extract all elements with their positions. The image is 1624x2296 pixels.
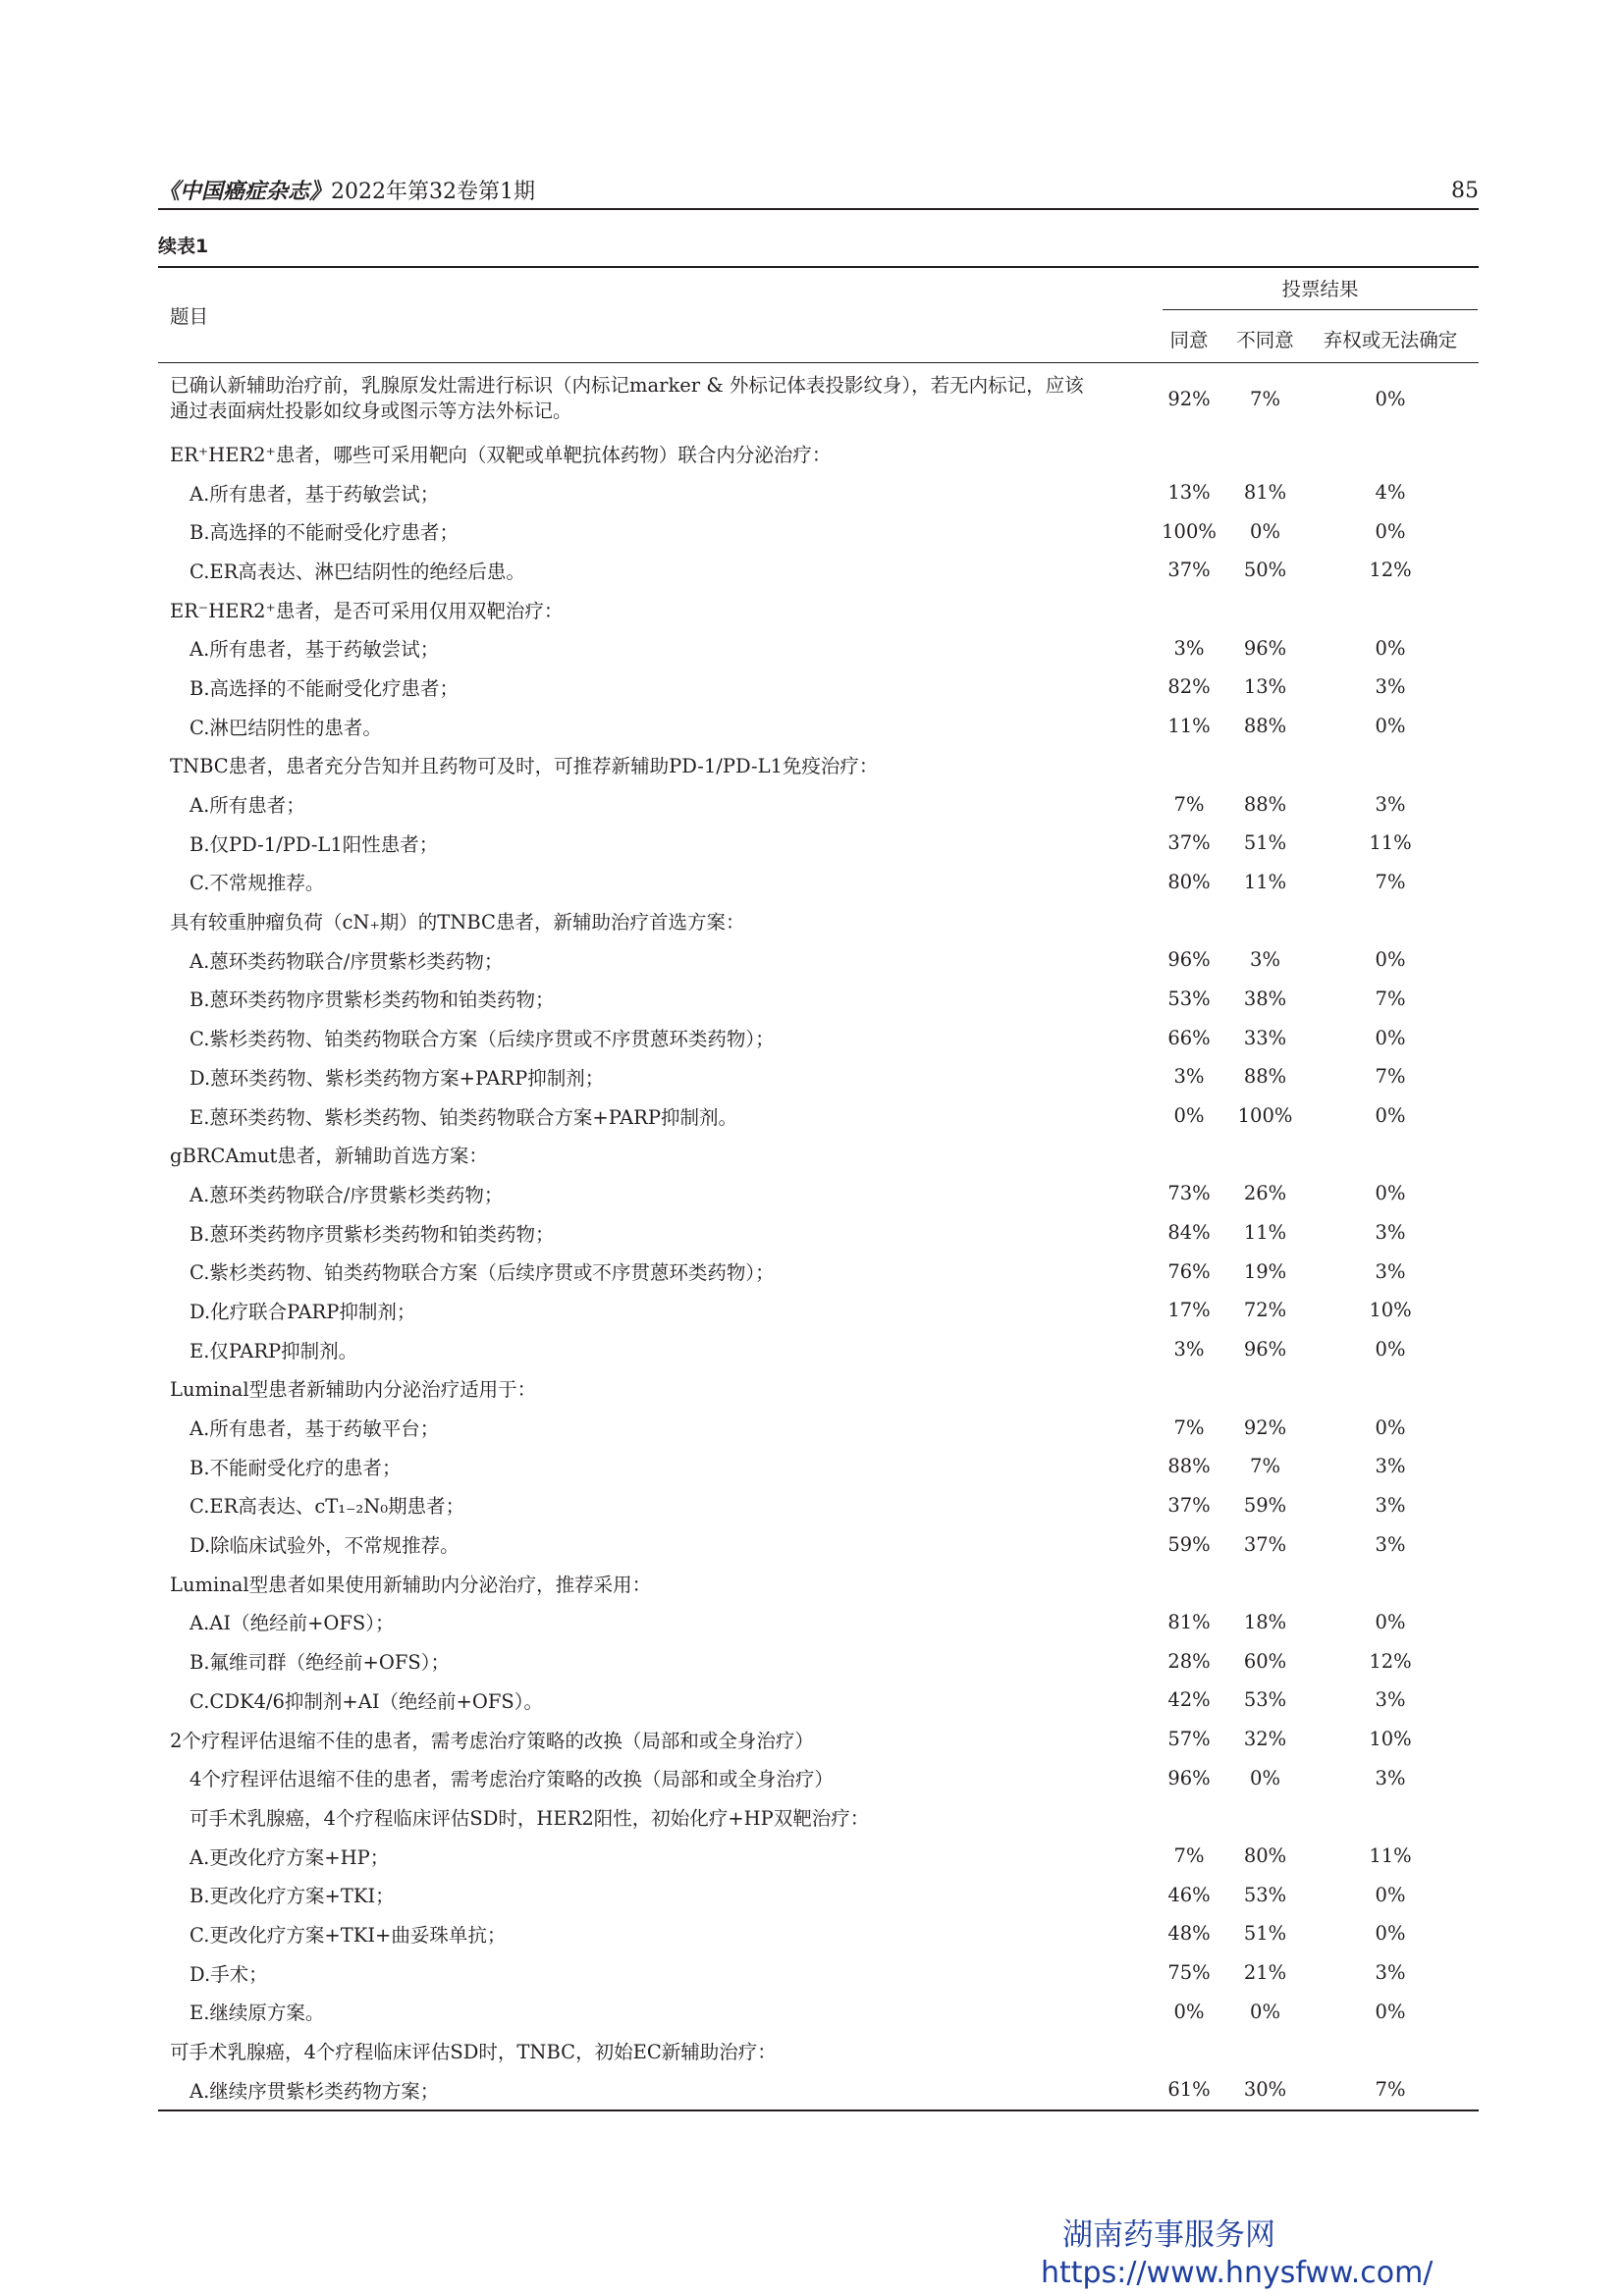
table-row — [158, 434, 1479, 473]
abstain-cell: 0% — [1375, 948, 1406, 972]
question-cell: B.不能耐受化疗的患者； — [189, 1456, 402, 1479]
watermark-name: 湖南药事服务网 — [1062, 2217, 1275, 2253]
agree-cell: 66% — [1167, 1026, 1211, 1049]
question-cell: D.除临床试验外，不常规推荐。 — [189, 1534, 460, 1558]
disagree-cell: 59% — [1243, 1493, 1287, 1517]
table-row — [158, 2031, 1479, 2070]
agree-cell — [1150, 434, 1228, 473]
table-body — [158, 363, 1479, 2110]
question-cell: A.蒽环类药物联合/序贯紫杉类药物； — [189, 1183, 504, 1206]
question-cell: A.AI（绝经前+OFS）； — [189, 1612, 395, 1635]
vote-results-table — [158, 266, 1479, 2111]
disagree-cell: 3% — [1250, 948, 1280, 972]
question-cell: A.所有患者，基于药敏平台； — [189, 1417, 440, 1441]
question-cell: gBRCAmut患者，新辅助首选方案： — [170, 1145, 488, 1168]
agree-cell: 53% — [1167, 987, 1211, 1010]
agree-cell: 3% — [1173, 1338, 1205, 1362]
abstain-cell: 3% — [1375, 1259, 1406, 1283]
question-cell: A.继续序贯紫杉类药物方案； — [158, 2070, 1150, 2110]
question-cell: A.蒽环类药物联合/序贯紫杉类药物； — [189, 949, 504, 973]
question-cell: A.更改化疗方案+HP； — [189, 1845, 390, 1869]
disagree-cell: 0% — [1250, 519, 1280, 543]
table-row — [158, 1641, 1479, 1681]
abstain-cell: 7% — [1375, 870, 1406, 893]
disagree-cell: 72% — [1243, 1299, 1287, 1322]
abstain-cell: 0% — [1375, 1415, 1406, 1439]
table-row — [158, 901, 1479, 940]
abstain-cell: 7% — [1375, 987, 1406, 1010]
disagree-cell: 11% — [1243, 870, 1287, 893]
disagree-cell — [1228, 590, 1302, 629]
question-cell: D.化疗联合PARP抑制剂； — [189, 1300, 416, 1323]
disagree-cell: 0% — [1250, 1766, 1280, 1789]
abstain-cell: 7% — [1375, 1065, 1406, 1089]
agree-cell: 84% — [1167, 1221, 1211, 1245]
abstain-cell — [1302, 901, 1479, 940]
disagree-cell: 37% — [1243, 1532, 1287, 1556]
table-header — [158, 267, 1479, 363]
abstain-cell: 0% — [1375, 1182, 1406, 1205]
table-row — [158, 1213, 1479, 1253]
abstain-cell: 0% — [1375, 387, 1406, 410]
table-row — [158, 1408, 1479, 1447]
disagree-cell — [1228, 1135, 1302, 1174]
agree-cell: 7% — [1173, 792, 1205, 816]
question-cell: 可手术乳腺癌，4个疗程临床评估SD时，HER2阳性，初始化疗+HP双靶治疗： — [189, 1806, 870, 1830]
agree-cell: 48% — [1167, 1922, 1211, 1946]
disagree-cell: 96% — [1243, 636, 1287, 660]
table-row — [158, 473, 1479, 512]
agree-cell — [1150, 1369, 1228, 1409]
agree-cell: 0% — [1173, 1104, 1205, 1128]
table-row — [158, 784, 1479, 824]
agree-cell: 7% — [1173, 1415, 1205, 1439]
question-cell: 已确认新辅助治疗前，乳腺原发灶需进行标识（内标记marker & 外标记体表投影纹身），若无内标记，应该通过表面病灶投影如纹身或图示等方法外标记。 — [170, 374, 1084, 422]
agree-cell: 37% — [1167, 1493, 1211, 1517]
abstain-cell — [1302, 1797, 1479, 1837]
agree-cell: 17% — [1167, 1299, 1211, 1322]
abstain-cell: 3% — [1375, 1688, 1406, 1712]
question-cell: C.更改化疗方案+TKI+曲妥珠单抗； — [189, 1923, 507, 1947]
agree-cell — [1150, 2031, 1228, 2070]
table-row — [158, 1603, 1479, 1642]
agree-cell: 59% — [1167, 1532, 1211, 1556]
column-header-abstain: 弃权或无法确定 — [1302, 315, 1479, 363]
agree-cell: 75% — [1167, 1961, 1211, 1985]
question-cell: ER⁻HER2⁺患者，是否可采用仅用双靶治疗： — [170, 599, 564, 622]
disagree-cell: 32% — [1243, 1728, 1287, 1751]
column-header-question: 题目 — [158, 267, 1150, 363]
abstain-cell — [1302, 746, 1479, 785]
disagree-cell: 33% — [1243, 1026, 1287, 1049]
abstain-cell: 3% — [1375, 1961, 1406, 1985]
table-row — [158, 940, 1479, 980]
agree-cell — [1150, 1135, 1228, 1174]
table-row — [158, 1720, 1479, 1759]
table-row — [158, 1524, 1479, 1564]
agree-cell: 61% — [1150, 2070, 1228, 2110]
question-cell: 具有较重肿瘤负荷（cN₊期）的TNBC患者，新辅助治疗首选方案： — [170, 911, 745, 934]
abstain-cell: 0% — [1375, 519, 1406, 543]
question-cell: E.继续原方案。 — [189, 2002, 325, 2025]
table-row — [158, 590, 1479, 629]
question-cell: 可手术乳腺癌，4个疗程临床评估SD时，TNBC，初始EC新辅助治疗： — [170, 2041, 777, 2064]
agree-cell — [1150, 1564, 1228, 1603]
watermark-url[interactable]: https://www.hnysfww.com/ — [1041, 2256, 1434, 2290]
agree-cell: 42% — [1167, 1688, 1211, 1712]
abstain-cell: 0% — [1375, 715, 1406, 738]
abstain-cell: 0% — [1375, 1338, 1406, 1362]
abstain-cell: 3% — [1375, 792, 1406, 816]
disagree-cell: 21% — [1243, 1961, 1287, 1985]
agree-cell: 82% — [1167, 675, 1211, 699]
question-cell: C.紫杉类药物、铂类药物联合方案（后续序贯或不序贯蒽环类药物）； — [189, 1028, 775, 1051]
column-header-agree: 同意 — [1150, 315, 1228, 363]
table-row — [158, 1096, 1479, 1136]
disagree-cell: 7% — [1250, 387, 1280, 410]
question-cell: B.高选择的不能耐受化疗患者； — [189, 521, 460, 545]
abstain-cell: 10% — [1369, 1299, 1412, 1322]
question-cell: E.仅PARP抑制剂。 — [189, 1339, 358, 1362]
vote-results-label: 投票结果 — [1163, 274, 1478, 310]
agree-cell: 7% — [1173, 1844, 1205, 1868]
disagree-cell: 18% — [1243, 1610, 1287, 1633]
question-cell: D.蒽环类药物、紫杉类药物方案+PARP抑制剂； — [189, 1066, 605, 1090]
disagree-cell: 81% — [1243, 481, 1287, 505]
question-cell: E.蒽环类药物、紫杉类药物、铂类药物联合方案+PARP抑制剂。 — [189, 1105, 737, 1129]
abstain-cell: 0% — [1375, 1883, 1406, 1906]
abstain-cell: 12% — [1369, 1649, 1412, 1673]
question-cell: B.更改化疗方案+TKI； — [189, 1885, 395, 1908]
disagree-cell: 30% — [1228, 2070, 1302, 2110]
question-cell: C.紫杉类药物、铂类药物联合方案（后续序贯或不序贯蒽环类药物）； — [189, 1261, 775, 1285]
agree-cell: 92% — [1167, 387, 1211, 410]
question-cell: Luminal型患者如果使用新辅助内分泌治疗，推荐采用： — [170, 1573, 652, 1596]
abstain-cell — [1302, 1369, 1479, 1409]
question-cell: B.高选择的不能耐受化疗患者； — [189, 676, 460, 700]
question-cell: C.ER高表达、淋巴结阴性的绝经后患。 — [189, 560, 525, 583]
disagree-cell — [1228, 901, 1302, 940]
disagree-cell: 0% — [1250, 2000, 1280, 2023]
abstain-cell: 3% — [1375, 675, 1406, 699]
table-row — [158, 1486, 1479, 1525]
disagree-cell: 60% — [1243, 1649, 1287, 1673]
question-cell: B.仅PD-1/PD-L1阳性患者； — [189, 832, 439, 856]
table-row — [158, 363, 1479, 435]
journal-name: 《中国癌症杂志》 — [158, 179, 332, 204]
question-cell: B.氟维司群（绝经前+OFS）； — [189, 1651, 450, 1675]
question-cell: B.蒽环类药物序贯紫杉类药物和铂类药物； — [189, 988, 555, 1012]
question-cell: A.所有患者，基于药敏尝试； — [189, 638, 440, 662]
table-row — [158, 1291, 1479, 1330]
agree-cell: 73% — [1167, 1182, 1211, 1205]
abstain-cell: 11% — [1369, 831, 1412, 855]
disagree-cell — [1228, 434, 1302, 473]
disagree-cell — [1228, 746, 1302, 785]
table-row — [158, 628, 1479, 667]
abstain-cell: 0% — [1375, 1104, 1406, 1128]
question-cell: A.所有患者； — [189, 794, 305, 818]
abstain-cell: 3% — [1375, 1766, 1406, 1789]
disagree-cell: 51% — [1243, 831, 1287, 855]
abstain-cell — [1302, 2031, 1479, 2070]
agree-cell: 37% — [1167, 831, 1211, 855]
journal-title — [158, 175, 535, 209]
table-row — [158, 707, 1479, 746]
question-cell: A.所有患者，基于药敏尝试； — [189, 482, 440, 506]
agree-cell: 88% — [1167, 1455, 1211, 1478]
column-header-disagree: 不同意 — [1228, 315, 1302, 363]
disagree-cell: 38% — [1243, 987, 1287, 1010]
abstain-cell — [1302, 1564, 1479, 1603]
disagree-cell: 51% — [1243, 1922, 1287, 1946]
disagree-cell: 53% — [1243, 1688, 1287, 1712]
agree-cell: 13% — [1167, 481, 1211, 505]
abstain-cell: 3% — [1375, 1532, 1406, 1556]
journal-issue: 2022年第32卷第1期 — [331, 180, 535, 204]
agree-cell — [1150, 590, 1228, 629]
question-cell: C.ER高表达、cT₁₋₂N₀期患者； — [189, 1495, 465, 1519]
disagree-cell: 88% — [1243, 715, 1287, 738]
abstain-cell: 11% — [1369, 1844, 1412, 1868]
abstain-cell: 7% — [1302, 2070, 1479, 2110]
journal-header — [158, 175, 1479, 210]
disagree-cell: 80% — [1243, 1844, 1287, 1868]
table-row — [158, 1018, 1479, 1057]
question-cell: Luminal型患者新辅助内分泌治疗适用于： — [170, 1378, 537, 1402]
agree-cell: 28% — [1167, 1649, 1211, 1673]
table-row — [158, 1330, 1479, 1369]
table-label: 续表1 — [158, 236, 209, 257]
table-row — [158, 1797, 1479, 1837]
disagree-cell: 11% — [1243, 1221, 1287, 1245]
agree-cell: 46% — [1167, 1883, 1211, 1906]
table-row — [158, 1135, 1479, 1174]
abstain-cell — [1302, 1135, 1479, 1174]
agree-cell: 81% — [1167, 1610, 1211, 1633]
table-row — [158, 863, 1479, 902]
table-row — [158, 1174, 1479, 1213]
agree-cell: 100% — [1162, 519, 1217, 543]
table-row — [158, 1837, 1479, 1876]
abstain-cell: 12% — [1369, 559, 1412, 582]
disagree-cell — [1228, 1564, 1302, 1603]
watermark — [1041, 2216, 1453, 2292]
disagree-cell: 88% — [1243, 792, 1287, 816]
abstain-cell: 10% — [1369, 1728, 1412, 1751]
disagree-cell: 92% — [1243, 1415, 1287, 1439]
table-row — [158, 746, 1479, 785]
question-cell: 4个疗程评估退缩不佳的患者，需考虑治疗策略的改换（局部和或全身治疗） — [189, 1768, 834, 1791]
table-row — [158, 1875, 1479, 1914]
disagree-cell: 50% — [1243, 559, 1287, 582]
table-row — [158, 1447, 1479, 1486]
question-cell: B.蒽环类药物序贯紫杉类药物和铂类药物； — [189, 1222, 555, 1246]
abstain-cell: 0% — [1375, 1922, 1406, 1946]
abstain-cell — [1302, 590, 1479, 629]
agree-cell: 57% — [1167, 1728, 1211, 1751]
question-cell: C.CDK4/6抑制剂+AI（绝经前+OFS）。 — [189, 1689, 544, 1713]
table-row — [158, 1252, 1479, 1291]
page-number: 85 — [1451, 179, 1479, 203]
agree-cell: 11% — [1167, 715, 1211, 738]
table-row — [158, 980, 1479, 1019]
question-cell: 2个疗程评估退缩不佳的患者，需考虑治疗策略的改换（局部和或全身治疗） — [170, 1729, 814, 1752]
table-row — [158, 1953, 1479, 1993]
table-row — [158, 667, 1479, 707]
question-cell: TNBC患者，患者充分告知并且药物可及时，可推荐新辅助PD-1/PD-L1免疫治疗： — [170, 755, 879, 778]
agree-cell — [1150, 746, 1228, 785]
question-cell: C.不常规推荐。 — [189, 872, 325, 895]
abstain-cell: 3% — [1375, 1221, 1406, 1245]
table-row — [158, 1057, 1479, 1096]
disagree-cell: 26% — [1243, 1182, 1287, 1205]
disagree-cell: 53% — [1243, 1883, 1287, 1906]
table-row — [158, 551, 1479, 590]
question-cell: C.淋巴结阴性的患者。 — [189, 716, 382, 739]
column-group-header — [1150, 267, 1479, 315]
agree-cell: 96% — [1167, 948, 1211, 972]
agree-cell — [1150, 901, 1228, 940]
table-row — [158, 1681, 1479, 1720]
table-row — [158, 1914, 1479, 1953]
disagree-cell: 96% — [1243, 1338, 1287, 1362]
table-row — [158, 511, 1479, 551]
disagree-cell — [1228, 1797, 1302, 1837]
table-row — [158, 824, 1479, 863]
abstain-cell: 3% — [1375, 1455, 1406, 1478]
abstain-cell: 4% — [1375, 481, 1406, 505]
disagree-cell: 13% — [1243, 675, 1287, 699]
table-row — [158, 1369, 1479, 1409]
agree-cell: 96% — [1167, 1766, 1211, 1789]
table-row — [158, 1758, 1479, 1797]
abstain-cell: 0% — [1375, 2000, 1406, 2023]
agree-cell: 76% — [1167, 1259, 1211, 1283]
table-row — [158, 2070, 1479, 2110]
abstain-cell: 0% — [1375, 636, 1406, 660]
agree-cell: 0% — [1173, 2000, 1205, 2023]
agree-cell: 80% — [1167, 870, 1211, 893]
table-row — [158, 1993, 1479, 2032]
abstain-cell: 3% — [1375, 1493, 1406, 1517]
agree-cell: 3% — [1173, 1065, 1205, 1089]
question-cell: D.手术； — [189, 1962, 268, 1986]
abstain-cell — [1302, 434, 1479, 473]
disagree-cell: 19% — [1243, 1259, 1287, 1283]
disagree-cell: 88% — [1243, 1065, 1287, 1089]
disagree-cell: 7% — [1250, 1455, 1280, 1478]
agree-cell: 37% — [1167, 559, 1211, 582]
abstain-cell: 0% — [1375, 1026, 1406, 1049]
disagree-cell — [1228, 2031, 1302, 2070]
agree-cell — [1150, 1797, 1228, 1837]
table-row — [158, 1564, 1479, 1603]
disagree-cell: 100% — [1237, 1104, 1293, 1128]
abstain-cell: 0% — [1375, 1610, 1406, 1633]
disagree-cell — [1228, 1369, 1302, 1409]
question-cell: ER⁺HER2⁺患者，哪些可采用靶向（双靶或单靶抗体药物）联合内分泌治疗： — [170, 443, 832, 466]
agree-cell: 3% — [1173, 636, 1205, 660]
